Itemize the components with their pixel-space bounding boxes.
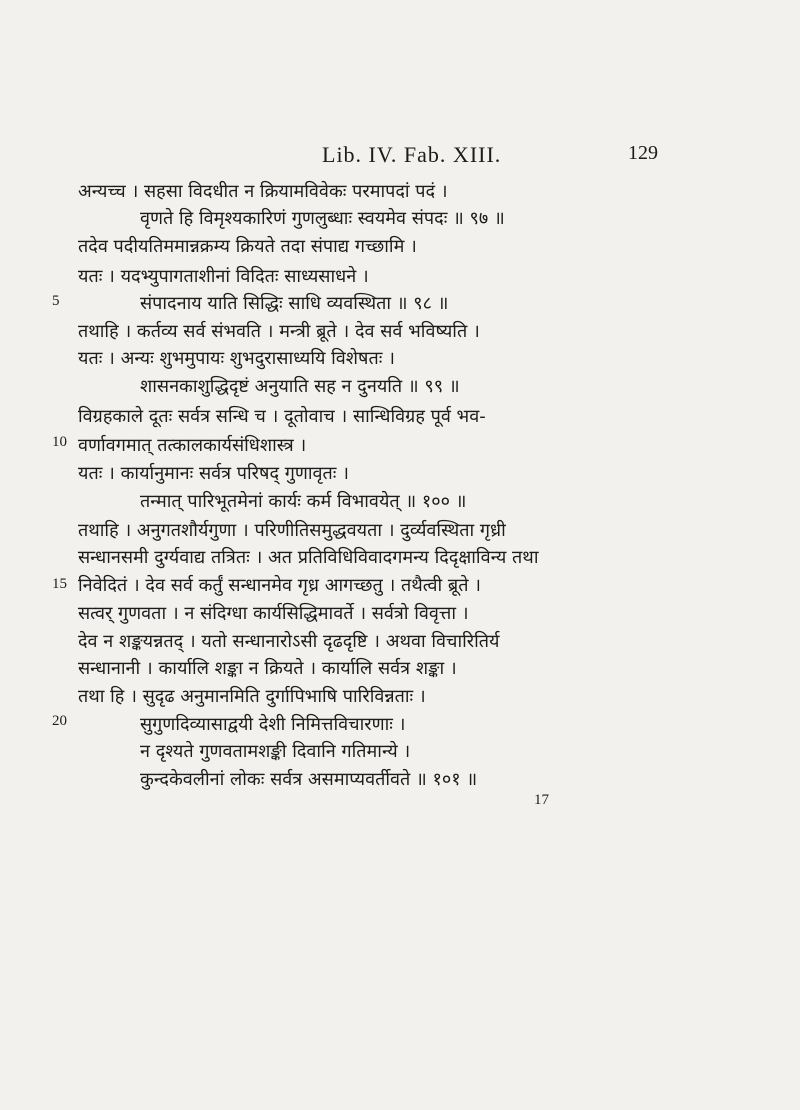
- text-line: संपादनाय याति सिद्धिः साधि व्यवस्थिता ॥ ९८ ॥: [140, 293, 449, 314]
- text-line: यतः । यदभ्युपागताशीनां विदितः साध्यसाधने ।: [78, 266, 369, 287]
- text-line: तथा हि । सुदृढ अनुमानमिति दुर्गापिभाषि पारिविन्नताः ।: [78, 686, 426, 707]
- text-line: देव न शङ्कयन्नतद् । यतो सन्धानारोऽसी दृढदृष्टि । अथवा विचारितिर्य: [78, 631, 500, 652]
- line-number: 20: [52, 713, 67, 729]
- line-number: 5: [52, 293, 60, 309]
- text-line: वर्णावगमात् तत्कालकार्यसंधिशास्त्र ।: [78, 435, 307, 456]
- text-line: तदेव पदीयतिममान्नक्रम्य क्रियते तदा संपाद्य गच्छामि ।: [78, 236, 417, 257]
- text-line: सत्वर् गुणवता । न संदिग्धा कार्यसिद्धिमावर्ते । सर्वत्रो विवृत्ता ।: [78, 603, 469, 624]
- text-line: न दृश्यते गुणवतामशङ्की दिवानि गतिमान्ये ।: [140, 741, 411, 762]
- text-line: विग्रहकाले दूतः सर्वत्र सन्धि च । दूतोवाच । सान्धिविग्रह पूर्व भव-: [78, 406, 486, 427]
- text-line: शासनकाशुद्धिदृष्टं अनुयाति सह न दुनयति ॥ ९९ ॥: [140, 376, 460, 397]
- text-line: तथाहि । कर्तव्य सर्व संभवति । मन्त्री ब्रूते । देव सर्व भविष्यति ।: [78, 321, 480, 342]
- text-line: तथाहि । अनुगतशौर्यगुणा । परिणीतिसमुद्धवयता । दुर्व्यवस्थिता गृध्री: [78, 520, 506, 541]
- text-line: निवेदितं । देव सर्व कर्तुं सन्धानमेव गृध्र आगच्छतु । तथैत्वी ब्रूते ।: [78, 575, 481, 596]
- text-line: तन्मात् पारिभूतमेनां कार्यः कर्म विभावयेत् ॥ १०० ॥: [140, 491, 467, 512]
- text-line: अन्यच्च । सहसा विदधीत न क्रियामविवेकः परमापदां पदं ।: [78, 181, 448, 202]
- text-line: वृणते हि विमृश्यकारिणं गुणलुब्धाः स्वयमेव संपदः ॥ ९७ ॥: [140, 208, 505, 229]
- text-line: सन्धानसमी दुर्ग्यवाद्य तत्रितः । अत प्रतिविधिविवादगमन्य दिदृक्षाविन्य तथा: [78, 547, 539, 568]
- text-line: यतः । अन्यः शुभमुपायः शुभदुरासाध्ययि विशेषतः ।: [78, 348, 395, 369]
- page-header: [0, 142, 800, 166]
- text-line: सुगुणदिव्यासाद्वयी देशी निमित्तविचारणाः ।: [140, 714, 406, 735]
- text-line: यतः । कार्यानुमानः सर्वत्र परिषद् गुणावृतः ।: [78, 463, 349, 484]
- text-line: सन्धानानी । कार्यालि शङ्का न क्रियते । कार्यालि सर्वत्र शङ्का ।: [78, 658, 457, 679]
- line-number: 10: [52, 434, 67, 450]
- signature-mark: 17: [534, 792, 549, 808]
- text-line: कुन्दकेवलीनां लोकः सर्वत्र असमाप्यवर्तीवते ॥ १०१ ॥: [140, 769, 478, 790]
- page-number: 129: [628, 142, 658, 164]
- running-head: Lib. IV. Fab. XIII.: [322, 142, 502, 167]
- line-number: 15: [52, 576, 67, 592]
